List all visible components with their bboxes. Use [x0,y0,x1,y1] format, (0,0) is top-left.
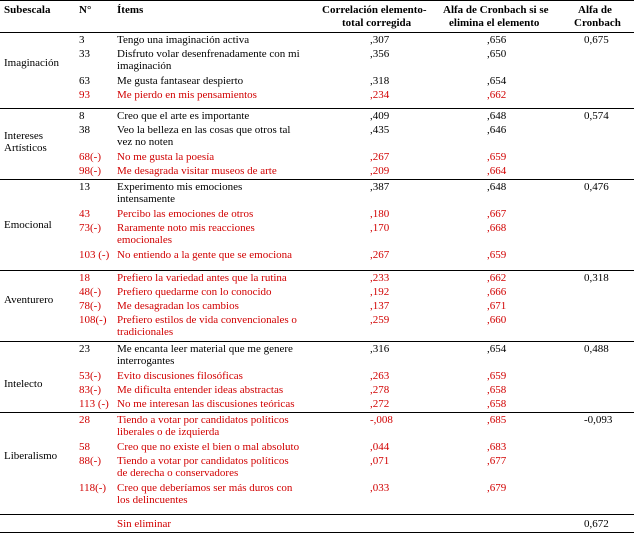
item-correlation: ,033 [370,482,390,494]
subscale-name: Intelecto [4,378,43,390]
item-text: Creo que no existe el bien o mal absoluto [117,441,300,453]
item-text: Raramente noto mis reacciones [117,222,255,234]
item-text: No entiendo a la gente que se emociona [117,249,293,261]
header-correlation-line2: total corregida [342,17,412,29]
item-alpha-if-deleted: ,659 [487,249,507,261]
item-correlation: ,192 [370,286,390,298]
item-number: 68(-) [79,151,101,163]
header-bottom-rule [0,32,634,33]
header-subscale: Subescala [4,4,51,16]
item-number: 53(-) [79,370,101,382]
item-number: 33 [79,48,90,60]
item-text: Me desagradan los cambios [117,300,239,312]
subscale-name: Liberalismo [4,450,58,462]
item-alpha-if-deleted: ,660 [487,314,507,326]
item-number: 18 [79,272,90,284]
item-number: 48(-) [79,286,101,298]
item-number: 118(-) [79,482,107,494]
subscale-name: Intereses [4,130,44,142]
item-text: Prefiero quedarme con lo conocido [117,286,272,298]
item-alpha-if-deleted: ,658 [487,384,507,396]
subscale-alpha: 0,488 [584,343,609,355]
item-text: No me interesan las discusiones teóricas [117,398,295,410]
item-correlation: ,316 [370,343,390,355]
item-text: Prefiero la variedad antes que la rutina [117,272,287,284]
subscale-name: Aventurero [4,294,54,306]
item-alpha-if-deleted: ,654 [487,343,507,355]
item-text: vez no noten [117,136,174,148]
item-number: 23 [79,343,90,355]
item-number: 63 [79,75,90,87]
group-divider [0,412,634,413]
item-alpha-if-deleted: ,659 [487,151,507,163]
item-number: 38 [79,124,90,136]
item-text: Me gusta fantasear despierto [117,75,244,87]
item-text: intensamente [117,193,176,205]
item-text: emocionales [117,234,172,246]
item-text: Experimento mis emociones [117,181,243,193]
item-number: 113 (-) [79,398,109,410]
item-text: Percibo las emociones de otros [117,208,254,220]
item-number: 8 [79,110,85,122]
header-items: Ítems [117,4,144,16]
item-correlation: ,278 [370,384,390,396]
header-alpha-if-deleted-line1: Alfa de Cronbach si se [443,4,549,16]
item-number: 78(-) [79,300,101,312]
item-correlation: ,272 [370,398,390,410]
subscale-alpha: 0,318 [584,272,609,284]
item-text: Creo que deberíamos ser más duros con [117,482,293,494]
item-correlation: ,170 [370,222,390,234]
item-alpha-if-deleted: ,677 [487,455,507,467]
item-alpha-if-deleted: ,679 [487,482,507,494]
item-text: Me dificulta entender ideas abstractas [117,384,284,396]
item-correlation: ,387 [370,181,390,193]
table-bottom-rule [0,532,634,533]
item-alpha-if-deleted: ,646 [487,124,507,136]
item-text: interrogantes [117,355,175,367]
subscale-name: Imaginación [4,57,59,69]
item-correlation: ,071 [370,455,390,467]
header-number: N° [79,4,92,16]
item-alpha-if-deleted: ,648 [487,110,507,122]
item-number: 3 [79,34,85,46]
item-alpha-if-deleted: ,671 [487,300,507,312]
item-text: Creo que el arte es importante [117,110,250,122]
item-alpha-if-deleted: ,658 [487,398,507,410]
item-alpha-if-deleted: ,683 [487,441,507,453]
subscale-alpha: 0,675 [584,34,609,46]
item-correlation: ,435 [370,124,390,136]
subscale-alpha: -0,093 [584,414,613,426]
item-alpha-if-deleted: ,662 [487,272,507,284]
item-correlation: ,356 [370,48,390,60]
item-alpha-if-deleted: ,667 [487,208,507,220]
item-correlation: ,209 [370,165,390,177]
item-text: Me pierdo en mis pensamientos [117,89,257,101]
group-divider [0,179,634,180]
item-text: No me gusta la poesía [117,151,215,163]
item-correlation: ,267 [370,249,390,261]
item-text: Veo la belleza en las cosas que otros tal [117,124,291,136]
item-text: Me desagrada visitar museos de arte [117,165,277,177]
item-correlation: ,044 [370,441,390,453]
footer-alpha: 0,672 [584,518,609,530]
subscale-alpha: 0,574 [584,110,609,122]
item-correlation: ,307 [370,34,390,46]
item-number: 43 [79,208,90,220]
item-text: los delincuentes [117,494,188,506]
group-divider [0,341,634,342]
item-alpha-if-deleted: ,650 [487,48,507,60]
item-correlation: ,259 [370,314,390,326]
group-divider [0,514,634,515]
item-text: Tengo una imaginación activa [117,34,250,46]
item-correlation: ,267 [370,151,390,163]
footer-label: Sin eliminar [117,518,172,530]
item-correlation: ,233 [370,272,390,284]
item-alpha-if-deleted: ,656 [487,34,507,46]
item-text: Tiendo a votar por candidatos políticos [117,455,289,467]
header-alpha-if-deleted-line2: elimina el elemento [449,17,540,29]
subscale-name: Artísticos [4,142,47,154]
item-number: 98(-) [79,165,101,177]
item-text: liberales o de izquierda [117,426,220,438]
item-text: Disfruto volar desenfrenadamente con mi [117,48,300,60]
item-text: tradicionales [117,326,174,338]
table-top-rule [0,0,634,1]
item-number: 83(-) [79,384,101,396]
item-text: imaginación [117,60,172,72]
item-number: 93 [79,89,90,101]
item-correlation: ,409 [370,110,390,122]
item-text: Prefiero estilos de vida convencionales o [117,314,297,326]
item-number: 88(-) [79,455,101,467]
item-correlation: ,180 [370,208,390,220]
item-number: 103 (-) [79,249,110,261]
item-correlation: ,234 [370,89,390,101]
item-number: 73(-) [79,222,101,234]
item-alpha-if-deleted: ,659 [487,370,507,382]
header-alpha-line2: Cronbach [574,17,621,29]
group-divider [0,108,634,109]
item-alpha-if-deleted: ,664 [487,165,507,177]
item-text: Me encanta leer material que me genere [117,343,293,355]
item-correlation: ,263 [370,370,390,382]
item-correlation: ,137 [370,300,390,312]
item-alpha-if-deleted: ,654 [487,75,507,87]
header-correlation-line1: Correlación elemento- [322,4,427,16]
item-number: 108(-) [79,314,107,326]
item-alpha-if-deleted: ,648 [487,181,507,193]
item-alpha-if-deleted: ,668 [487,222,507,234]
item-text: Tiendo a votar por candidatos políticos [117,414,289,426]
item-correlation: ,318 [370,75,390,87]
item-number: 28 [79,414,90,426]
item-correlation: -,008 [370,414,393,426]
item-number: 13 [79,181,90,193]
item-text: de derecha o conservadores [117,467,239,479]
item-alpha-if-deleted: ,685 [487,414,507,426]
subscale-alpha: 0,476 [584,181,609,193]
item-number: 58 [79,441,90,453]
header-alpha-line1: Alfa de [578,4,612,16]
item-alpha-if-deleted: ,662 [487,89,507,101]
item-alpha-if-deleted: ,666 [487,286,507,298]
group-divider [0,270,634,271]
item-text: Evito discusiones filosóficas [117,370,243,382]
subscale-name: Emocional [4,219,52,231]
